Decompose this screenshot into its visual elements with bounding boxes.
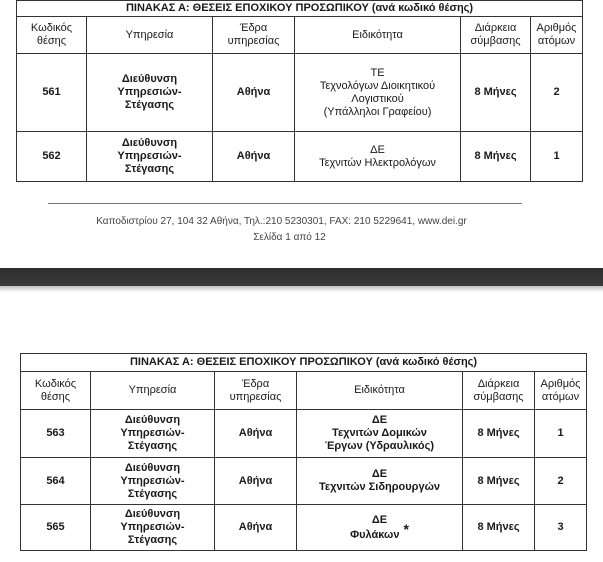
footer-address: Καποδιστρίου 27, 104 32 Αθήνα, Τηλ.:210 5230301, FAX: 210 5229641, www.dei.gr — [96, 216, 467, 227]
person-count: 2 — [531, 54, 583, 132]
service-name: Διεύθυνση Υπηρεσιών- Στέγασης — [87, 132, 213, 182]
header-duration: Διάρκεια σύμβασης — [463, 372, 535, 410]
position-code: 564 — [21, 458, 91, 505]
header-duration: Διάρκεια σύμβασης — [461, 17, 531, 54]
person-count: 1 — [531, 132, 583, 182]
page-separator — [0, 268, 603, 286]
header-seat: Έδρα υπηρεσίας — [215, 372, 297, 410]
table-row — [17, 132, 583, 182]
contract-duration: 8 Μήνες — [461, 54, 531, 132]
table-caption: ΠΙΝΑΚΑΣ Α: ΘΕΣΕΙΣ ΕΠΟΧΙΚΟΥ ΠΡΟΣΩΠΙΚΟΥ (ανά κωδικό θέσης) — [17, 1, 583, 17]
footer-divider — [48, 203, 522, 204]
table-row — [21, 410, 587, 458]
positions-table-page1 — [16, 0, 583, 182]
header-count: Αριθμός ατόμων — [531, 17, 583, 54]
service-name: Διεύθυνση Υπηρεσιών- Στέγασης — [87, 54, 213, 132]
page-number: Σελίδα 1 από 12 — [253, 232, 326, 243]
header-count: Αριθμός ατόμων — [535, 372, 587, 410]
position-code: 562 — [17, 132, 87, 182]
specialty-cell — [297, 505, 463, 551]
position-code: 563 — [21, 410, 91, 458]
page-separator-shadow — [0, 286, 603, 292]
header-code: Κωδικός θέσης — [21, 372, 91, 410]
person-count: 2 — [535, 458, 587, 505]
service-seat: Αθήνα — [213, 54, 295, 132]
header-service: Υπηρεσία — [91, 372, 215, 410]
service-name: Διεύθυνση Υπηρεσιών- Στέγασης — [91, 505, 215, 551]
header-specialty: Ειδικότητα — [297, 372, 463, 410]
person-count: 3 — [535, 505, 587, 551]
contract-duration: 8 Μήνες — [463, 505, 535, 551]
specialty: ΤΕ Τεχνολόγων Διοικητικού Λογιστικού (Υπάλληλοι Γραφείου) — [295, 54, 461, 132]
header-seat: Έδρα υπηρεσίας — [213, 17, 295, 54]
service-seat: Αθήνα — [213, 132, 295, 182]
contract-duration: 8 Μήνες — [463, 458, 535, 505]
position-code: 565 — [21, 505, 91, 551]
service-seat: Αθήνα — [215, 505, 297, 551]
footnote-asterisk: * — [403, 520, 409, 537]
contract-duration: 8 Μήνες — [461, 132, 531, 182]
specialty: ΔΕ Τεχνιτών Δομικών Έργων (Υδραυλικός) — [297, 410, 463, 458]
specialty: ΔΕ Φυλάκων — [350, 513, 400, 541]
table-row — [21, 458, 587, 505]
position-code: 561 — [17, 54, 87, 132]
specialty: ΔΕ Τεχνιτών Σιδηρουργών — [297, 458, 463, 505]
contract-duration: 8 Μήνες — [463, 410, 535, 458]
header-service: Υπηρεσία — [87, 17, 213, 54]
service-name: Διεύθυνση Υπηρεσιών- Στέγασης — [91, 410, 215, 458]
table-row — [21, 505, 587, 551]
positions-table-page2 — [20, 353, 587, 551]
person-count: 1 — [535, 410, 587, 458]
header-code: Κωδικός θέσης — [17, 17, 87, 54]
service-seat: Αθήνα — [215, 410, 297, 458]
table-caption: ΠΙΝΑΚΑΣ Α: ΘΕΣΕΙΣ ΕΠΟΧΙΚΟΥ ΠΡΟΣΩΠΙΚΟΥ (ανά κωδικό θέσης) — [21, 354, 587, 372]
specialty: ΔΕ Τεχνιτών Ηλεκτρολόγων — [295, 132, 461, 182]
service-seat: Αθήνα — [215, 458, 297, 505]
table-row — [17, 54, 583, 132]
header-specialty: Ειδικότητα — [295, 17, 461, 54]
service-name: Διεύθυνση Υπηρεσιών- Στέγασης — [91, 458, 215, 505]
